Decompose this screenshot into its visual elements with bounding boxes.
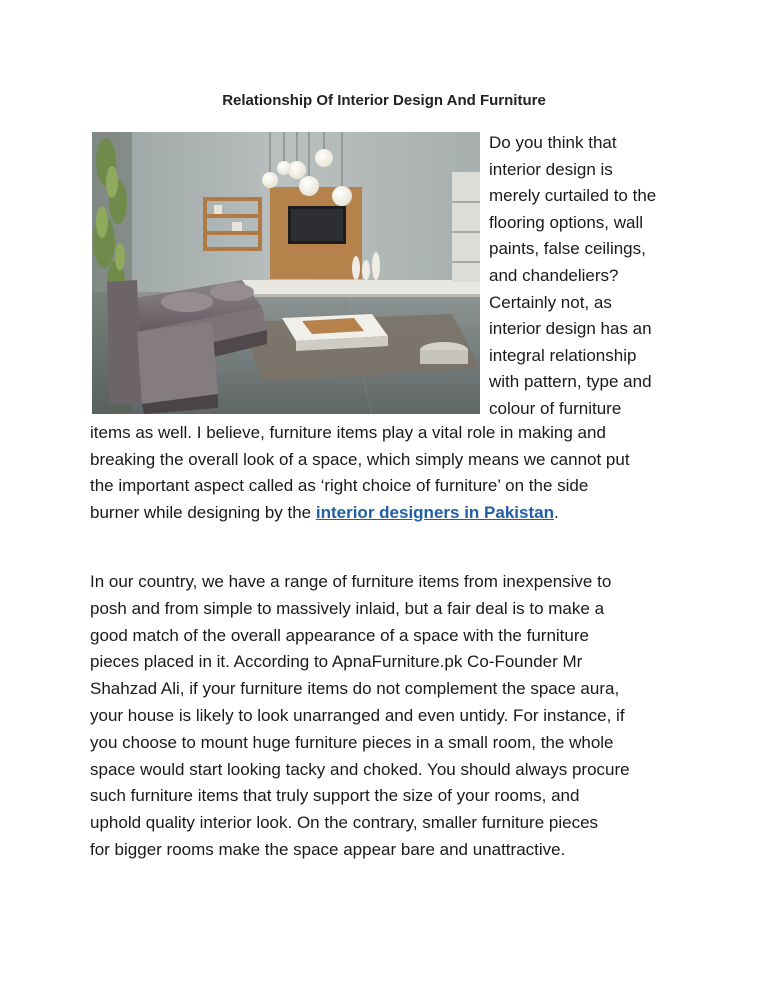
text-segment: burner while designing by the	[90, 502, 316, 522]
side-line: and chandeliers?	[489, 265, 619, 285]
text-line: posh and from simple to massively inlaid, but a fair deal is to make a	[90, 598, 605, 618]
paragraph-2	[90, 569, 690, 864]
text-line: such furniture items that truly support the size of your rooms, and	[90, 786, 580, 806]
text-line: your house is likely to look unarranged and even untidy. For instance, if	[90, 705, 625, 725]
side-text-column	[489, 130, 689, 423]
interior-designers-link[interactable]: interior designers in Pakistan	[315, 502, 554, 522]
text-line: In our country, we have a range of furniture items from inexpensive to	[90, 572, 612, 591]
living-room-photo	[92, 132, 480, 414]
side-line: interior design has an	[489, 319, 652, 339]
text-line: items as well. I believe, furniture items play a vital role in making and	[90, 423, 606, 442]
text-line: Shahzad Ali, if your furniture items do not complement the space aura,	[90, 679, 620, 699]
side-line: interior design is	[489, 159, 613, 179]
text-segment: .	[553, 502, 559, 522]
side-line: flooring options, wall	[489, 212, 644, 232]
text-line: the important aspect called as ‘right choice of furniture’ on the side	[90, 476, 589, 496]
text-line: good match of the overall appearance of a space with the furniture	[90, 625, 589, 645]
text-line-with-link	[90, 500, 690, 527]
living-room-illustration	[92, 132, 480, 414]
side-line: with pattern, type and	[489, 372, 652, 392]
side-line: paints, false ceilings,	[489, 239, 646, 259]
side-line: Certainly not, as	[489, 292, 612, 312]
text-line: breaking the overall look of a space, which simply means we cannot put	[90, 449, 630, 469]
side-line: merely curtailed to the	[489, 186, 657, 206]
side-line: Do you think that	[489, 133, 617, 152]
text-line: for bigger rooms make the space appear bare and unattractive.	[90, 839, 566, 859]
text-line: uphold quality interior look. On the contrary, smaller furniture pieces	[90, 813, 599, 833]
text-line: you choose to mount huge furniture pieces in a small room, the whole	[90, 732, 614, 752]
text-line: pieces placed in it. According to ApnaFurniture.pk Co-Founder Mr	[90, 652, 583, 672]
side-line: colour of furniture	[489, 398, 622, 418]
side-line: integral relationship	[489, 345, 637, 365]
page-title: Relationship Of Interior Design And Furniture	[222, 92, 546, 109]
paragraph-1-continued	[90, 420, 690, 526]
text-line: space would start looking tacky and choked. You should always procure	[90, 759, 630, 779]
